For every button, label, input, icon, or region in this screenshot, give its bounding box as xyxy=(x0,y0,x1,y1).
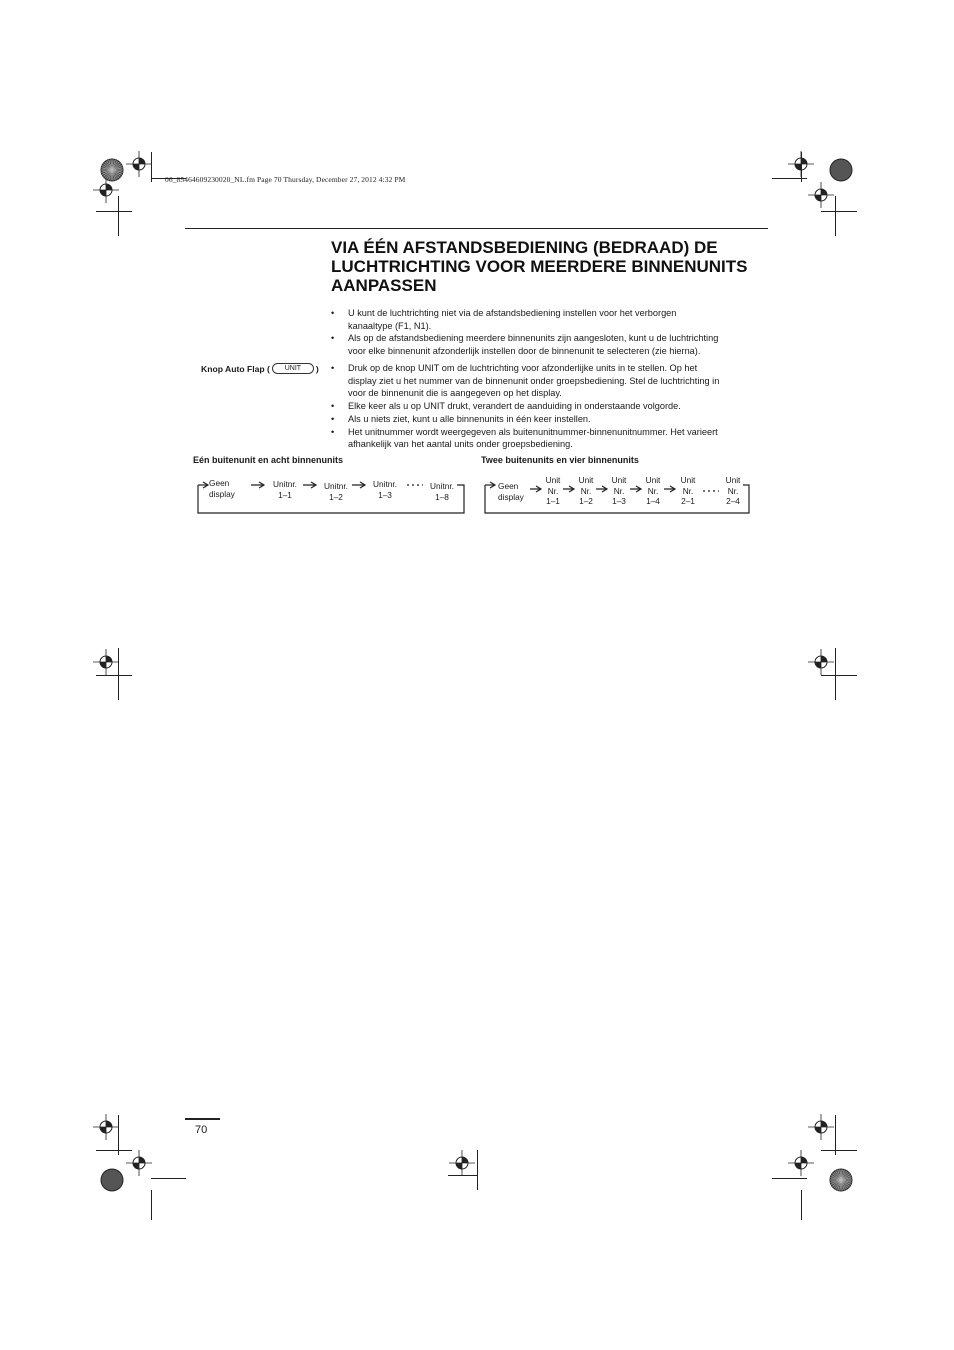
color-bar-icon xyxy=(828,1167,854,1193)
registration-mark-icon xyxy=(126,151,152,177)
list-item-line: U kunt de luchtrichting niet via de afstandsbediening instellen voor het verborgen xyxy=(348,308,677,318)
registration-mark-icon xyxy=(93,649,119,675)
registration-mark-icon xyxy=(93,1114,119,1140)
crop-mark xyxy=(821,1150,857,1151)
bullet-icon: • xyxy=(331,426,335,437)
diagram-item-unit: Unit Nr. 1–4 xyxy=(645,475,661,506)
list-item-line: Als u niets ziet, kunt u alle binnenunits in één keer instellen. xyxy=(348,413,591,424)
crop-mark xyxy=(477,1150,478,1190)
list-item xyxy=(331,362,771,400)
registration-mark-icon xyxy=(788,1150,814,1176)
diagram-item-unit: Unitnr. 1–8 xyxy=(430,481,454,502)
page-number: 70 xyxy=(195,1124,208,1136)
diagram-item-unit: Unit Nr. 1–1 xyxy=(545,475,561,506)
diagram-item-unit: Unit Nr. 1–2 xyxy=(578,475,594,506)
diagram-left-title: Eén buitenunit en acht binnenunits xyxy=(193,455,343,465)
crop-mark xyxy=(821,675,857,676)
page-title xyxy=(331,238,771,295)
crop-mark xyxy=(151,1190,152,1220)
top-rule xyxy=(185,228,768,229)
list-item-line: voor elke binnenunit afzonderlijk instellen door de binnenunit te selecteren (zie hierna). xyxy=(348,346,701,357)
list-item-line: Het unitnummer wordt weergegeven als buitenunitnummer-binnenunitnummer. Het varieert xyxy=(348,426,718,437)
auto-flap-button-label xyxy=(201,363,319,374)
crop-mark xyxy=(835,196,836,236)
diagram-one-outdoor-eight-indoor xyxy=(195,475,467,517)
crop-mark xyxy=(772,1178,807,1179)
crop-mark xyxy=(118,1115,119,1155)
crop-mark xyxy=(96,1150,132,1151)
list-item-line: voor de binnenunit die is aangegeven op het display. xyxy=(348,388,562,399)
diagram-item-unit: Unit Nr. 2–4 xyxy=(725,475,741,506)
list-item-line: Als op de afstandsbediening meerdere binnenunits zijn aangesloten, kunt u de luchtrichting xyxy=(348,333,719,344)
crop-mark xyxy=(96,211,132,212)
diagram-item-unit: Unit Nr. 1–3 xyxy=(611,475,627,506)
diagram-item-unit: Unitnr. 1–2 xyxy=(324,481,348,502)
color-bar-icon xyxy=(99,157,125,183)
bullet-icon: • xyxy=(331,363,335,373)
registration-mark-icon xyxy=(808,1114,834,1140)
list-item xyxy=(331,332,771,357)
crop-mark xyxy=(448,1175,478,1176)
bullet-icon: • xyxy=(331,413,335,424)
diagram-item-unit: Unit Nr. 2–1 xyxy=(680,475,696,506)
registration-mark-icon xyxy=(126,1150,152,1176)
file-info-header: 06_85464609230020_NL.fm Page 70 Thursday, December 27, 2012 4:32 PM xyxy=(165,175,406,184)
color-bar-icon xyxy=(828,157,854,183)
side-label-prefix: Knop Auto Flap ( xyxy=(201,363,270,374)
diagram-item-unit: Unitnr. 1–3 xyxy=(373,479,397,500)
title-line: LUCHTRICHTING VOOR MEERDERE BINNENUNITS xyxy=(331,257,748,276)
registration-mark-icon xyxy=(808,182,834,208)
diagram-right-title: Twee buitenunits en vier binnenunits xyxy=(481,455,639,465)
crop-mark xyxy=(801,152,802,182)
crop-mark xyxy=(118,196,119,236)
registration-mark-icon xyxy=(808,649,834,675)
color-bar-icon xyxy=(99,1167,125,1193)
list-item-line: Elke keer als u op UNIT drukt, verandert de aanduiding in onderstaande volgorde. xyxy=(348,401,681,412)
list-item-line: display ziet u het nummer van de binnenunit onder groepsbediening. Stel de luchtrichting in xyxy=(348,375,720,386)
arrow-right-icon xyxy=(251,482,264,488)
diagram-item-no-display: Geen display xyxy=(209,478,235,499)
crop-mark xyxy=(821,211,857,212)
footer-rule xyxy=(185,1118,220,1120)
title-line: AANPASSEN xyxy=(331,276,437,295)
registration-mark-icon xyxy=(449,1150,475,1176)
list-item xyxy=(331,400,771,413)
crop-mark xyxy=(151,152,152,182)
diagram-item-unit: Unitnr. 1–1 xyxy=(273,479,297,500)
bullet-icon: • xyxy=(331,333,335,344)
diagram-item-no-display: Geen display xyxy=(498,481,524,502)
diagram-two-outdoor-four-indoor xyxy=(482,475,752,517)
list-item xyxy=(331,307,771,332)
unit-button-icon: UNIT xyxy=(272,363,314,374)
list-item xyxy=(331,426,771,451)
bullet-icon: • xyxy=(331,401,335,412)
crop-mark xyxy=(835,1115,836,1155)
intro-bullet-list xyxy=(331,307,771,358)
list-item xyxy=(331,413,771,426)
side-label-suffix: ) xyxy=(315,363,319,374)
list-item-line: afhankelijk van het aantal units onder groepsbediening. xyxy=(348,439,573,450)
list-item-line: kanaaltype (F1, N1). xyxy=(348,320,432,331)
list-item-line: Druk op de knop UNIT om de luchtrichting voor afzonderlijke units in te stellen. Op het xyxy=(348,363,698,373)
steps-bullet-list xyxy=(331,362,771,451)
crop-mark xyxy=(835,648,836,700)
crop-mark xyxy=(118,648,119,700)
crop-mark xyxy=(801,1190,802,1220)
title-line: VIA ÉÉN AFSTANDSBEDIENING (BEDRAAD) DE xyxy=(331,238,718,257)
bullet-icon: • xyxy=(331,308,335,318)
crop-mark xyxy=(151,1178,186,1179)
crop-mark xyxy=(96,675,132,676)
